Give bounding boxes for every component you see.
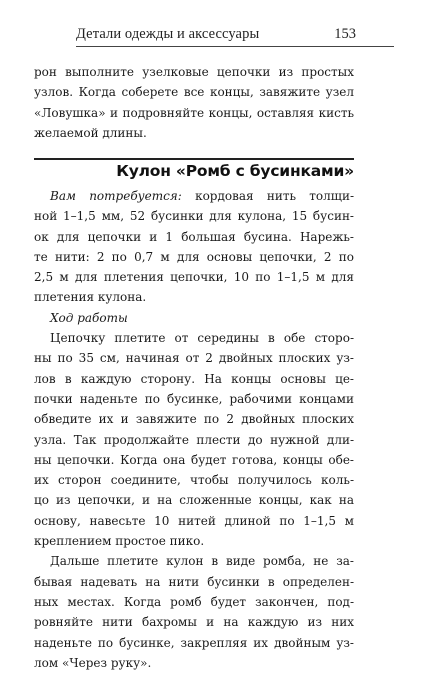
text-line: бывая надевать на нити бусинки в определен- — [34, 574, 354, 589]
materials-first-line — [34, 186, 354, 206]
text-line: лов в каждую сторону. На концы основы це- — [34, 371, 354, 386]
page-number: 153 — [334, 26, 356, 42]
text-line: 2,5 м для плетения цепочки, 10 по 1–1,5 м для — [34, 270, 354, 285]
text-line: цо из цепочки, и на сложенные концы, как на — [34, 493, 354, 508]
section-title: Кулон «Ромб с бусинками» — [116, 162, 354, 180]
text-line: ных местах. Когда ромб будет закончен, под- — [34, 594, 354, 609]
running-header — [76, 24, 394, 44]
text-line: узла. Так продолжайте плести до нужной дли- — [34, 432, 354, 447]
text-line: ны по 35 см, начиная от 2 двойных плоских уз- — [34, 351, 354, 366]
text-line: желаемой длины. — [34, 125, 147, 140]
text-line: рон выполните узелковые цепочки из простых — [34, 65, 354, 79]
materials-first-rest: кордовая нить толщи- — [195, 189, 354, 203]
text-line: плетения кулона. — [34, 290, 147, 305]
text-line: ной 1–1,5 мм, 52 бусинки для кулона, 15 бусин- — [34, 209, 354, 224]
text-line: ны цепочки. Когда она будет готова, концы обе- — [34, 452, 354, 467]
text-line: ровняйте нити бахромы и на каждую из них — [34, 615, 354, 630]
header-rule — [76, 46, 394, 47]
text-line: лом «Через руку». — [34, 655, 152, 670]
text-line: почки наденьте по бусинке, рабочими концами — [34, 391, 354, 406]
text-line: наденьте по бусинке, закрепляя их двойным уз- — [34, 635, 354, 650]
text-line: «Ловушка» и подровняйте концы, оставляя кисть — [34, 105, 354, 120]
intro-paragraph — [34, 62, 354, 143]
text-line: Дальше плетите кулон в виде ромба, не за- — [50, 554, 354, 569]
section-rule — [34, 158, 354, 160]
text-line: Цепочку плетите от середины в обе сторо- — [50, 331, 354, 346]
work-heading: Ход работы — [50, 310, 128, 325]
text-line: обведите их и завяжите по 2 двойных плоских — [34, 412, 354, 427]
text-line: их сторон соедините, чтобы получилось коль- — [34, 473, 354, 488]
text-line: креплением простое пико. — [34, 534, 205, 549]
main-text — [34, 186, 354, 673]
text-line: узлов. Когда соберете все концы, завяжите узел — [34, 85, 354, 100]
text-line: ок для цепочки и 1 большая бусина. Нарежь- — [34, 229, 354, 244]
text-line: основу, навесьте 10 нитей длиной по 1–1,5 м — [34, 513, 354, 528]
materials-label: Вам потребуется: — [50, 189, 182, 203]
running-title: Детали одежды и аксессуары — [76, 26, 260, 42]
text-line: те нити: 2 по 0,7 м для основы цепочки, 2 по — [34, 249, 354, 264]
